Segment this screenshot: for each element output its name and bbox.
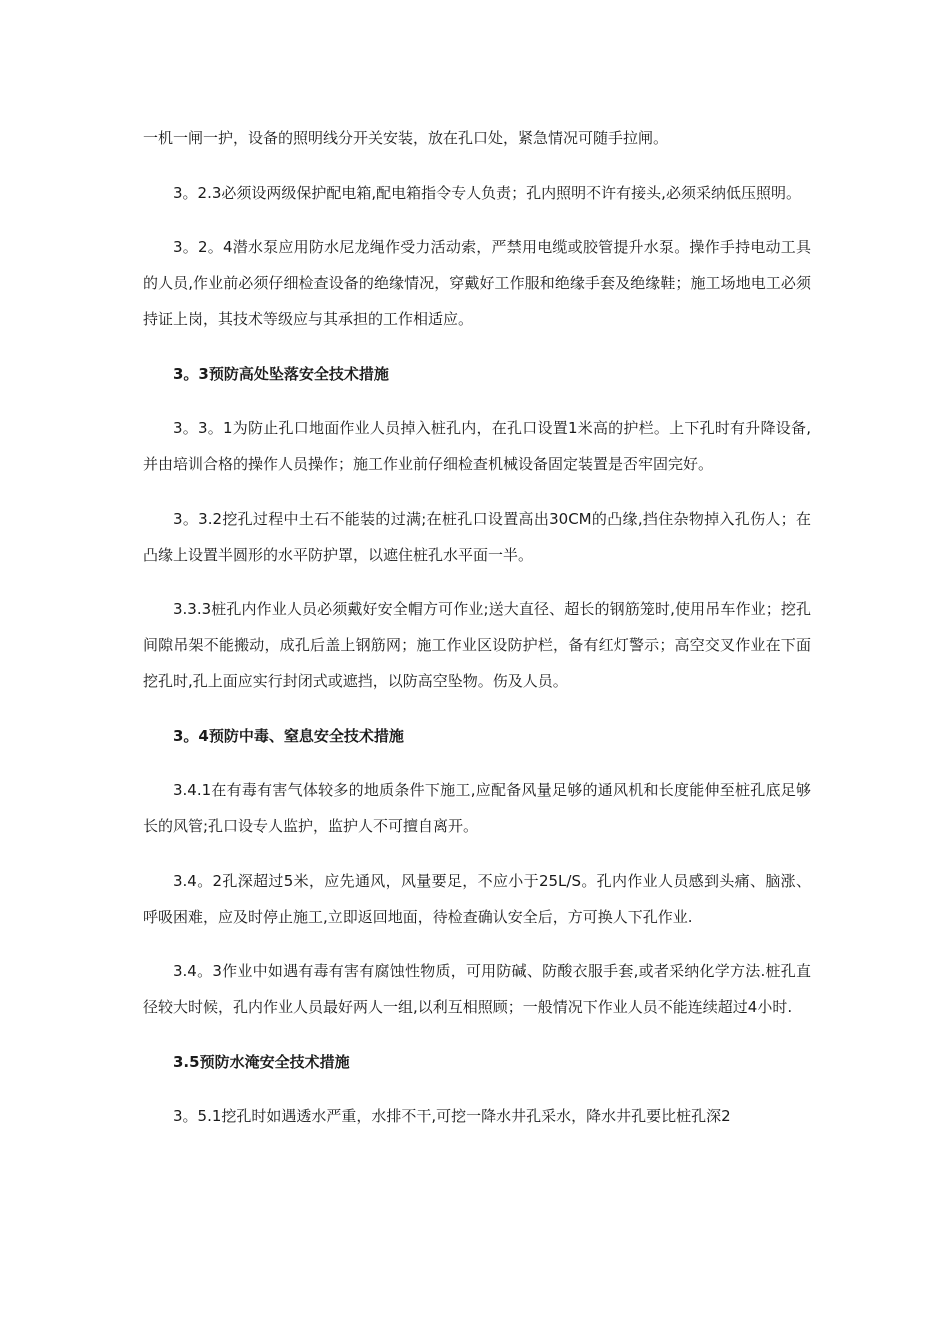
section-heading-3-3: 3。3预防高处坠落安全技术措施: [173, 364, 389, 383]
paragraph-3-2-3: 3。2.3必须设两级保护配电箱,配电箱指令专人负责；孔内照明不许有接头,必须采纳低压照明。: [173, 183, 801, 202]
section-heading-3-4: 3。4预防中毒、窒息安全技术措施: [173, 726, 404, 745]
paragraph-3-4-3: 3.4。3作业中如遇有毒有害有腐蚀性物质，可用防碱、防酸衣服手套,或者采纳化学方法.桩孔直径较大时候，孔内作业人员最好两人一组,以利互相照顾；一般情况下作业人员不能连续超过4小时.: [143, 962, 811, 1016]
document-body: [143, 120, 811, 1153]
paragraph-3-5-1: 3。5.1挖孔时如遇透水严重，水排不干,可挖一降水井孔采水，降水井孔要比桩孔深2: [173, 1107, 731, 1125]
paragraph-lighting-switch: 一机一闸一护，设备的照明线分开关安装，放在孔口处，紧急情况可随手拉闸。: [143, 129, 669, 147]
paragraph-3-4-1: 3.4.1在有毒有害气体较多的地质条件下施工,应配备风量足够的通风机和长度能伸至桩孔底足够长的风管;孔口设专人监护，监护人不可擅自离开。: [143, 781, 811, 835]
paragraph-3-3-3: 3.3.3桩孔内作业人员必须戴好安全帽方可作业;送大直径、超长的钢筋笼时,使用吊车作业；挖孔间隙吊架不能搬动，成孔后盖上钢筋网；施工作业区设防护栏，备有红灯警示；高空交叉作业在下面挖孔时,孔上面应实行封闭式或遮挡，以防高空坠物。伤及人员。: [143, 600, 811, 690]
paragraph-3-3-2: 3。3.2挖孔过程中土石不能装的过满;在桩孔口设置高出30CM的凸缘,挡住杂物掉入孔伤人；在凸缘上设置半圆形的水平防护罩，以遮住桩孔水平面一半。: [143, 509, 811, 564]
paragraph-3-3-1: 3。3。1为防止孔口地面作业人员掉入桩孔内，在孔口设置1米高的护栏。上下孔时有升降设备,并由培训合格的操作人员操作；施工作业前仔细检查机械设备固定装置是否牢固完好。: [143, 419, 811, 473]
paragraph-3-2-4: 3。2。4潜水泵应用防水尼龙绳作受力活动索，严禁用电缆或胶管提升水泵。操作手持电动工具的人员,作业前必须仔细检查设备的绝缘情况，穿戴好工作服和绝缘手套及绝缘鞋；施工场地电工必须持证上岗，其技术等级应与其承担的工作相适应。: [143, 238, 811, 328]
paragraph-3-4-2: 3.4。2孔深超过5米，应先通风，风量要足，不应小于25L/S。孔内作业人员感到头痛、脑涨、呼吸困难，应及时停止施工,立即返回地面，待检查确认安全后，方可换人下孔作业.: [143, 871, 811, 926]
section-heading-3-5: 3.5预防水淹安全技术措施: [173, 1052, 350, 1071]
